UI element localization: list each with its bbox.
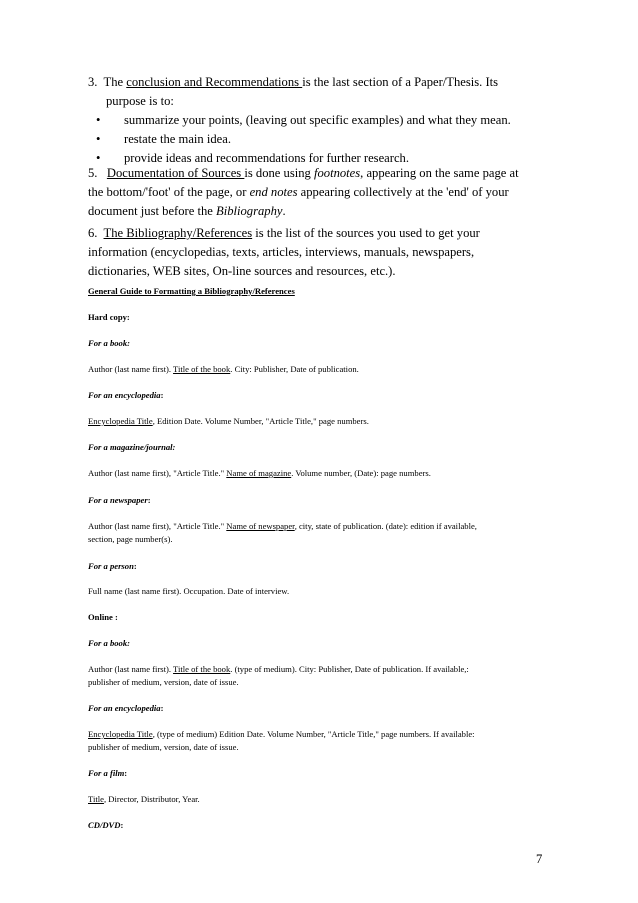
online-encyclopedia-format: Encyclopedia Title, (type of medium) Edition Date. Volume Number, "Article Title," page numbers. If available: publisher of medium, version, date of issue. [88,729,475,752]
section-6: 6. The Bibliography/References is the list of the sources you used to get your information (encyclopedias, texts, articles, interviews, manuals, newspapers, dictionaries, WEB sites, On-line sources and resources, etc.). [88,226,480,278]
list-item: • restate the main idea. [88,130,558,149]
online-book-heading: For a book: [88,638,131,648]
list-item: • provide ideas and recommendations for further research. [88,149,558,168]
person-heading: For a person: [88,561,137,571]
online-encyclopedia-heading: For an encyclopedia: [88,703,164,713]
bullet-icon: • [96,113,101,127]
section-3 [88,73,558,168]
book-heading: For a book: [88,338,131,348]
encyclopedia-heading: For an encyclopedia: [88,390,164,400]
magazine-format: Author (last name first), "Article Title." Name of magazine. Volume number, (Date): page numbers. [88,468,431,478]
page-number: 7 [536,852,543,866]
hard-copy-heading: Hard copy: [88,312,130,322]
section-5: 5. Documentation of Sources is done using footnotes, appearing on the same page at the bottom/'foot' of the page, or end notes appearing collectively at the 'end' of your document just before the Bibliography. [88,166,519,218]
newspaper-format: Author (last name first), "Article Title." Name of newspaper, city, state of publication. (date): edition if available, section, page number(s). [88,521,477,544]
conclusion-bullet-list [88,111,558,168]
bullet-icon: • [96,132,101,146]
conclusion-term: conclusion and Recommendations [126,75,303,89]
online-book-format: Author (last name first). Title of the book. (type of medium). City: Publisher, Date of publication. If available,: publisher of medium, version, date of issue. [88,664,469,687]
section-3-line-2: purpose is to: [106,94,174,108]
bibliography-term: The Bibliography/References [103,226,253,240]
book-format: Author (last name first). Title of the book. City: Publisher, Date of publication. [88,364,359,374]
guide-heading: General Guide to Formatting a Bibliography/References [88,286,295,296]
cd-dvd-heading: CD/DVD: [88,820,124,830]
documentation-term: Documentation of Sources [106,166,245,180]
online-heading: Online : [88,612,118,622]
encyclopedia-format: Encyclopedia Title, Edition Date. Volume Number, "Article Title," page numbers. [88,416,369,426]
bullet-icon: • [96,151,101,165]
film-heading: For a film: [88,768,128,778]
newspaper-heading: For a newspaper: [88,495,151,505]
person-format: Full name (last name first). Occupation. Date of interview. [88,586,290,596]
section-3-line-1: 3. The conclusion and Recommendations is the last section of a Paper/Thesis. Its [88,75,499,89]
film-format: Title, Director, Distributor, Year. [88,794,200,804]
list-item: • summarize your points, (leaving out specific examples) and what they mean. [88,111,558,130]
magazine-heading: For a magazine/journal: [88,442,176,452]
